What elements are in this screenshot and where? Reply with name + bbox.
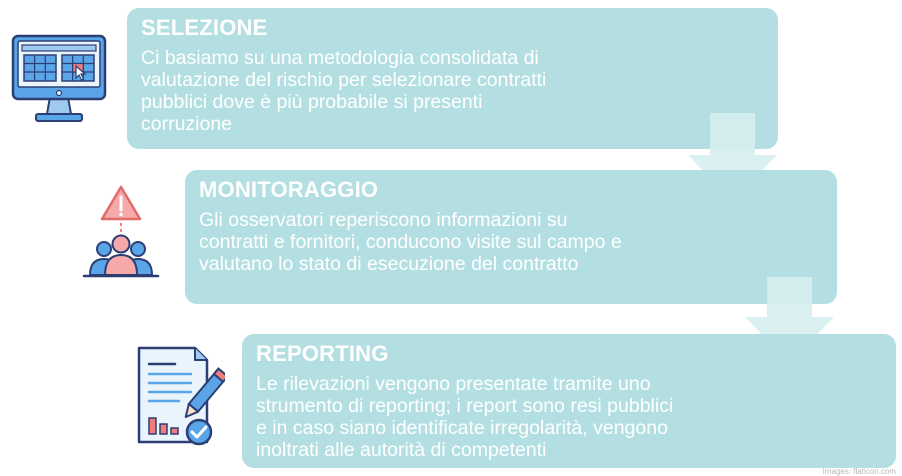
step-description: Gli osservatori reperiscono informazioni su contratti e fornitori, conducono visite sul campo e valutano lo stato di esecuzione del contratto <box>199 209 622 275</box>
step-reporting <box>242 334 896 468</box>
step-selezione <box>127 8 778 149</box>
report-document-icon <box>133 344 225 448</box>
step-description: Ci basiamo su una metodologia consolidata di valutazione del rischio per selezionare contratti pubblici dove è più probabile si presenti corruzione <box>141 47 547 135</box>
step-title: REPORTING <box>256 341 389 366</box>
warning-team-icon <box>80 183 162 283</box>
step-title: MONITORAGGIO <box>199 177 379 202</box>
step-title: SELEZIONE <box>141 15 268 40</box>
computer-screen-icon <box>10 33 108 127</box>
step-monitoraggio <box>185 170 837 304</box>
step-description: Le rilevazioni vengono presentate tramite uno strumento di reporting; i report sono resi pubblici e in caso siano identificate irregolarità, vengono inoltrati alle autorità di competenti <box>256 373 674 461</box>
image-credit: Images: flaticon.com <box>822 467 896 476</box>
